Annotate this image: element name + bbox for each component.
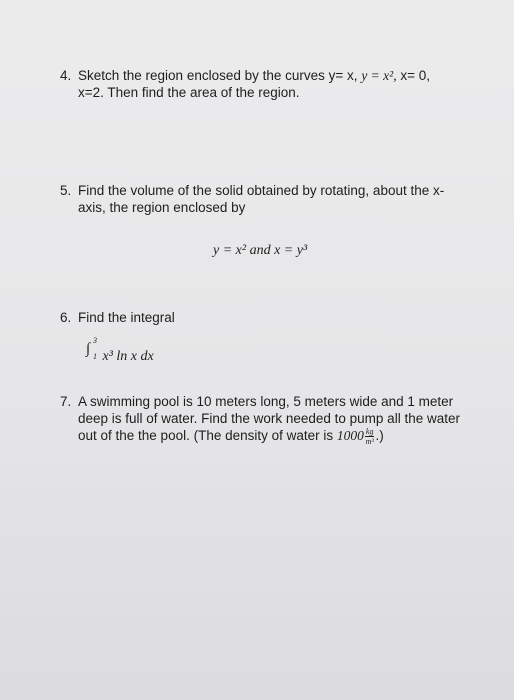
integrand: x³ ln x dx [102, 349, 154, 364]
question-7-line-2: deep is full of water. Find the work needed to pump all the water [78, 411, 460, 426]
question-number: 5. [60, 183, 72, 198]
question-7 [60, 393, 480, 446]
question-7-line-1: A swimming pool is 10 meters long, 5 meters wide and 1 meter [78, 394, 454, 409]
question-number: 4. [60, 68, 72, 83]
question-6-text: Find the integral [78, 310, 175, 325]
question-7-line-3: out of the the pool. (The density of water is 1000 $\frac{kg}{\text{m³}}$ .) [78, 427, 384, 446]
region-equation: y = x² and x = y³ [213, 243, 308, 258]
integral-lower-limit: 1 [93, 352, 97, 361]
question-4-line-2: x=2. Then find the area of the region. [78, 85, 300, 100]
integral-sign: ∫ 3 1 [86, 336, 97, 361]
density-value: 1000 [336, 428, 364, 444]
density-unit: $\frac{kg}{\text{m³}}$ [365, 427, 374, 446]
question-4 [60, 67, 480, 101]
curve-equation: y = x², [361, 68, 397, 83]
question-5 [60, 182, 480, 216]
question-4-line-1: Sketch the region enclosed by the curves y= x, y = x², x= 0, [78, 68, 431, 83]
question-5-line-1: Find the volume of the solid obtained by rotating, about the x- [78, 183, 445, 198]
question-6 [60, 309, 480, 326]
question-number: 6. [60, 310, 72, 325]
question-number: 7. [60, 394, 72, 409]
definite-integral [86, 336, 154, 364]
question-5-line-2: axis, the region enclosed by [78, 200, 246, 215]
integral-upper-limit: 3 [93, 336, 97, 345]
